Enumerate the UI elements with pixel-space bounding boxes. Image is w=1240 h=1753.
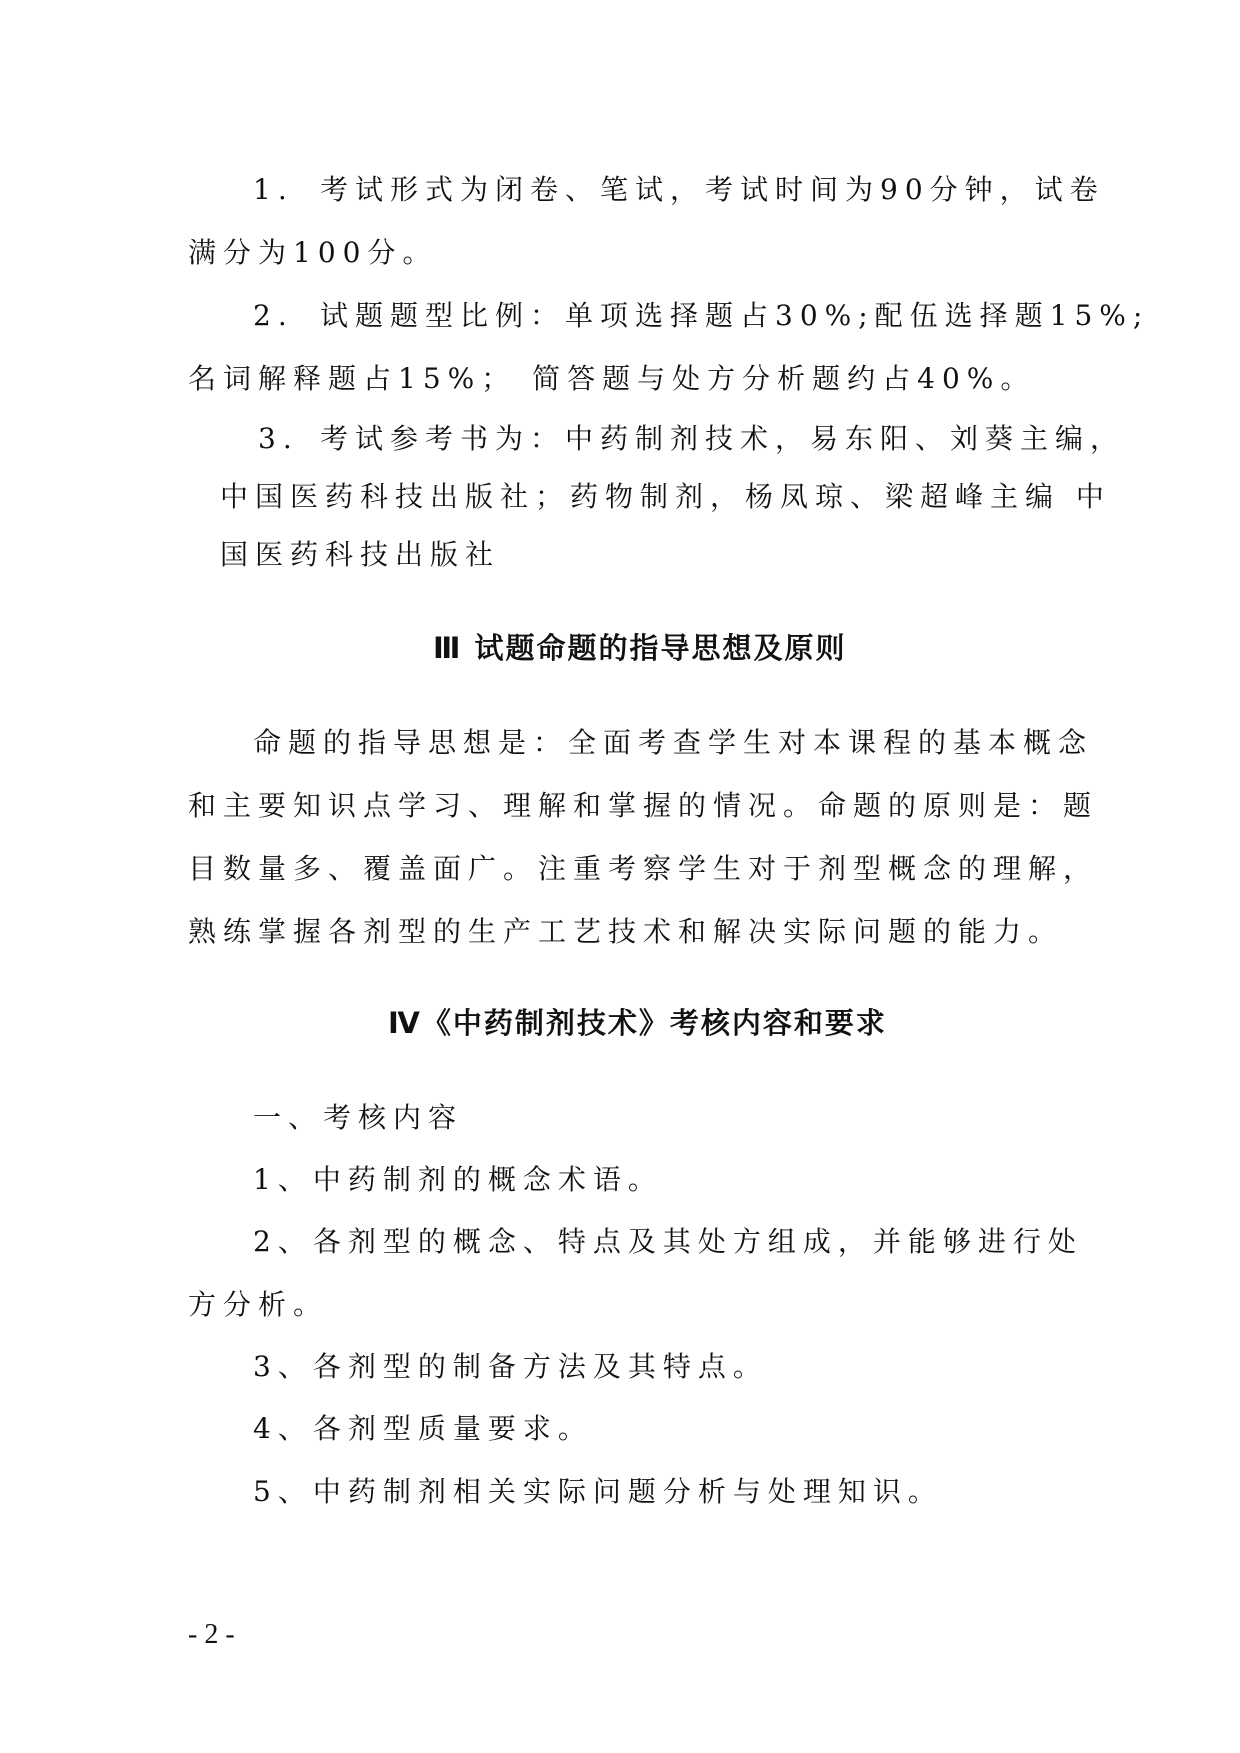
section4-item-5: 5、中药制剂相关实际问题分析与处理知识。: [253, 1475, 943, 1508]
page-number: - 2 -: [188, 1619, 235, 1650]
section3-para-line1: 命题的指导思想是：全面考查学生对本课程的基本概念: [253, 726, 1094, 759]
section4-subheading: 一、考核内容: [253, 1101, 464, 1134]
section3-para-line2: 和主要知识点学习、理解和掌握的情况。命题的原则是：题: [188, 789, 1099, 822]
section4-item-2-line1: 2、各剂型的概念、特点及其处方组成，并能够进行处: [253, 1225, 1083, 1258]
section4-heading: Ⅳ《中药制剂技术》考核内容和要求: [388, 1006, 887, 1040]
item3-text-line1: 考试参考书为：中药制剂技术，易东阳、刘葵主编，: [320, 422, 1126, 455]
section4-item-1: 1、中药制剂的概念术语。: [253, 1163, 663, 1196]
section4-item-4: 4、各剂型质量要求。: [253, 1412, 593, 1445]
item1-text-line1: 考试形式为闭卷、笔试，考试时间为90分钟，试卷: [320, 173, 1105, 206]
section3-para-line3: 目数量多、覆盖面广。注重考察学生对于剂型概念的理解，: [188, 852, 1099, 885]
section3-heading: Ⅲ 试题命题的指导思想及原则: [433, 631, 847, 665]
section4-item-2-line2: 方分析。: [188, 1288, 329, 1321]
item3-number: 3.: [258, 422, 299, 455]
item3-text-line3: 国医药科技出版社: [220, 538, 501, 571]
section4-item-3: 3、各剂型的制备方法及其特点。: [253, 1350, 768, 1383]
item2-text-line2: 名词解释题占15%； 简答题与处方分析题约占40%。: [188, 362, 1036, 395]
section3-para-line4: 熟练掌握各剂型的生产工艺技术和解决实际问题的能力。: [188, 915, 1064, 948]
item1-number: 1.: [253, 173, 294, 206]
item1-text-line2: 满分为100分。: [188, 236, 438, 269]
item2-text-line1: 试题题型比例：单项选择题占30%;配伍选择题15%;: [320, 299, 1150, 332]
item2-number: 2.: [253, 299, 294, 332]
item3-text-line2: 中国医药科技出版社；药物制剂，杨凤琼、梁超峰主编 中: [220, 480, 1111, 513]
